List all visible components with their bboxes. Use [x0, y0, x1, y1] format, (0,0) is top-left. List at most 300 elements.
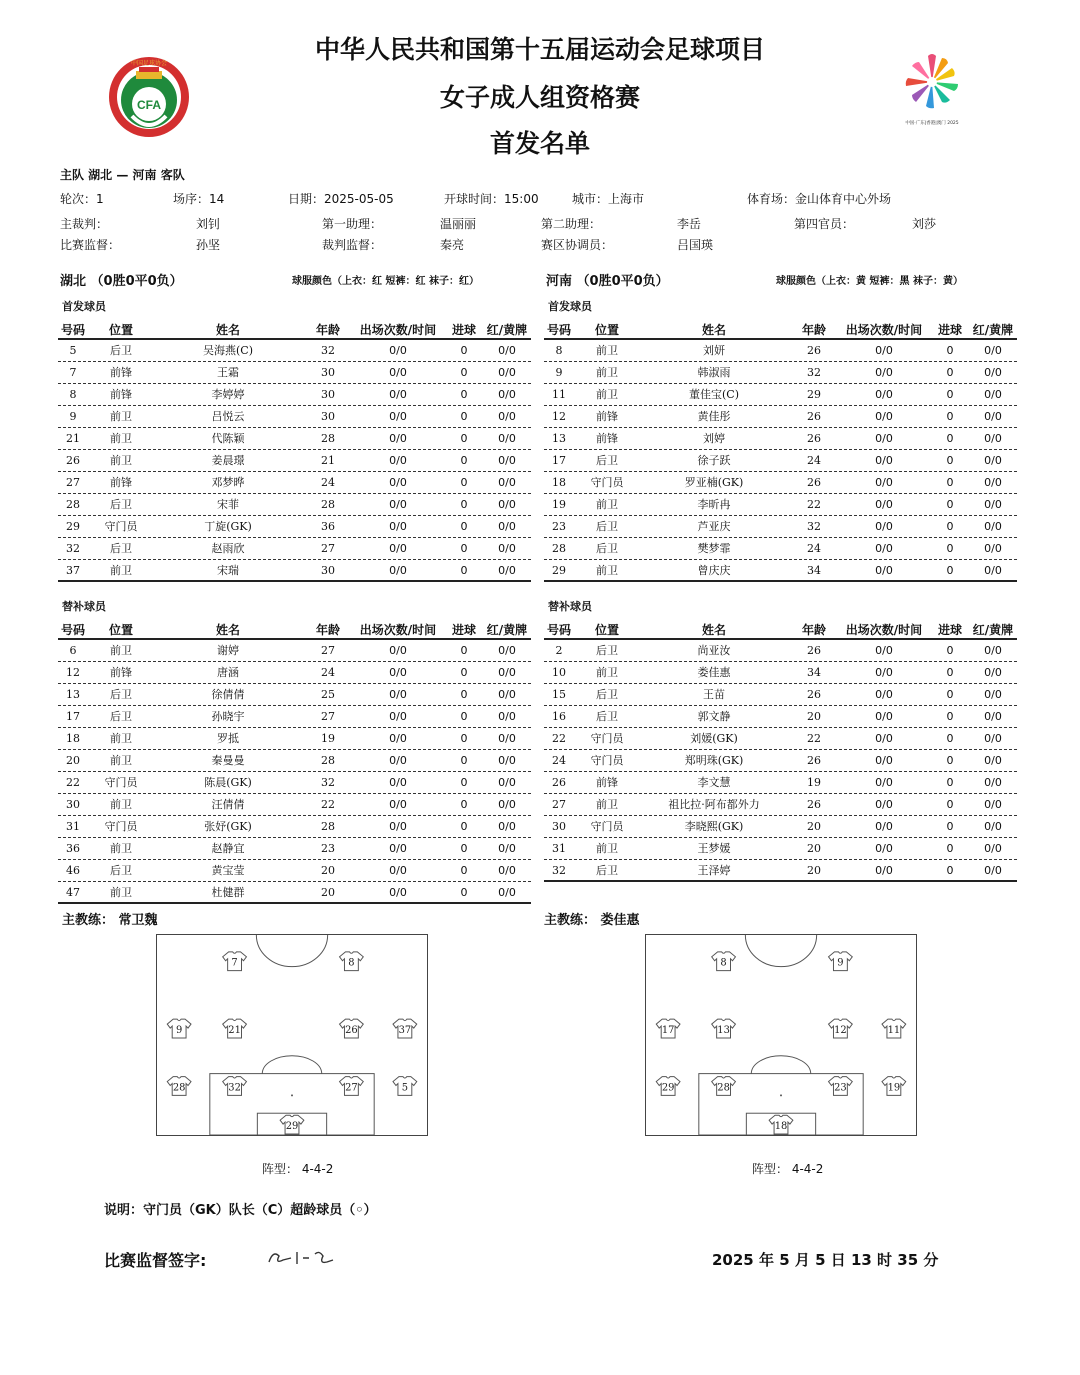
cell-appearances: 0/0	[389, 388, 407, 401]
cell-number: 21	[66, 432, 80, 445]
table-row	[58, 384, 531, 406]
cell-number: 31	[552, 842, 566, 855]
cell-age: 32	[321, 776, 335, 789]
cell-goals: 0	[460, 666, 468, 679]
cell-appearances: 0/0	[389, 864, 407, 877]
table-row	[544, 794, 1017, 816]
ar1-label: 第一助理：	[322, 217, 383, 231]
cell-name: 吴海燕(C)	[203, 344, 253, 357]
cell-number: 27	[66, 476, 80, 489]
away-coach: 主教练： 娄佳惠	[544, 913, 640, 928]
cell-position: 后卫	[110, 864, 132, 877]
referee-label: 主裁判：	[60, 217, 109, 231]
cell-number: 31	[66, 820, 80, 833]
cell-age: 26	[807, 688, 821, 701]
cell-cards: 0/0	[498, 520, 516, 533]
cell-appearances: 0/0	[389, 820, 407, 833]
cell-number: 12	[552, 410, 566, 423]
away-starters-label: 首发球员	[548, 300, 592, 313]
table-header	[58, 621, 531, 640]
cell-appearances: 0/0	[875, 454, 893, 467]
cell-number: 37	[66, 564, 80, 577]
cell-appearances: 0/0	[389, 344, 407, 357]
cell-cards: 0/0	[984, 776, 1002, 789]
cell-cards: 0/0	[498, 864, 516, 877]
cell-name: 王苗	[703, 688, 725, 701]
cell-age: 20	[321, 886, 335, 899]
table-row	[544, 816, 1017, 838]
away-subs-table	[544, 621, 1017, 882]
col-header-number: 号码	[546, 323, 571, 337]
cell-number: 13	[552, 432, 566, 445]
cell-position: 后卫	[596, 644, 618, 657]
player-shirt	[656, 1019, 680, 1038]
shirt-number: 11	[887, 1025, 901, 1037]
away-starters-table	[544, 321, 1017, 582]
cell-number: 30	[552, 820, 566, 833]
cell-name: 刘媛(GK)	[690, 732, 738, 745]
cell-cards: 0/0	[984, 842, 1002, 855]
cell-cards: 0/0	[498, 710, 516, 723]
shirt-number: 21	[228, 1025, 241, 1037]
cell-name: 邓梦晔	[211, 476, 245, 489]
cell-name: 王梦媛	[697, 842, 731, 855]
cell-goals: 0	[460, 754, 468, 767]
cell-age: 26	[807, 344, 821, 357]
cell-cards: 0/0	[984, 476, 1002, 489]
cell-goals: 0	[946, 688, 954, 701]
cell-cards: 0/0	[498, 666, 516, 679]
col-header-goals: 进球	[937, 323, 962, 337]
cell-age: 30	[321, 366, 335, 379]
table-row	[58, 472, 531, 494]
player-shirt	[340, 1077, 364, 1096]
cell-name: 韩淑雨	[697, 366, 731, 379]
cell-appearances: 0/0	[389, 644, 407, 657]
cell-age: 22	[807, 498, 821, 511]
cell-age: 21	[321, 454, 335, 467]
cell-number: 47	[66, 886, 80, 899]
cell-appearances: 0/0	[875, 666, 893, 679]
cell-goals: 0	[460, 366, 468, 379]
cell-name: 赵静宜	[211, 842, 245, 855]
ar1: 温丽丽	[440, 217, 477, 231]
table-row	[58, 750, 531, 772]
venue: 体育场：金山体育中心外场	[747, 192, 892, 206]
table-header	[544, 321, 1017, 340]
cell-age: 26	[807, 754, 821, 767]
cell-age: 29	[807, 388, 821, 401]
cell-cards: 0/0	[984, 798, 1002, 811]
cell-cards: 0/0	[984, 688, 1002, 701]
cell-cards: 0/0	[498, 776, 516, 789]
cell-position: 后卫	[596, 710, 618, 723]
table-row	[544, 450, 1017, 472]
cell-number: 26	[66, 454, 80, 467]
cell-name: 唐涵	[217, 666, 239, 679]
shirt-number: 29	[661, 1082, 675, 1094]
cell-appearances: 0/0	[389, 886, 407, 899]
referee-assessor: 秦亮	[440, 238, 465, 252]
away-formation-pitch	[645, 934, 917, 1136]
cell-age: 22	[807, 732, 821, 745]
cell-age: 36	[321, 520, 335, 533]
cell-age: 19	[321, 732, 335, 745]
supervisor-signature-label: 比赛监督签字:	[104, 1251, 207, 1270]
col-header-position: 位置	[594, 623, 619, 637]
cell-name: 罗亚楠(GK)	[684, 476, 744, 489]
col-header-appearances: 出场次数/时间	[359, 623, 437, 637]
cell-name: 杜健群	[211, 886, 245, 899]
table-row	[58, 362, 531, 384]
cell-goals: 0	[946, 864, 954, 877]
cell-goals: 0	[946, 644, 954, 657]
cell-name: 黄宝莹	[211, 864, 245, 877]
cell-age: 32	[321, 344, 335, 357]
table-row	[58, 494, 531, 516]
table-row	[544, 860, 1017, 882]
cell-appearances: 0/0	[875, 564, 893, 577]
cell-name: 王泽婷	[697, 864, 731, 877]
player-shirt	[280, 1115, 304, 1134]
col-header-cards: 红/黄牌	[486, 323, 528, 337]
cell-appearances: 0/0	[389, 454, 407, 467]
cell-position: 前卫	[596, 842, 618, 855]
title-category: 女子成人组资格赛	[439, 83, 640, 112]
table-row	[58, 816, 531, 838]
cell-cards: 0/0	[498, 388, 516, 401]
table-row	[544, 516, 1017, 538]
cell-goals: 0	[460, 886, 468, 899]
cell-number: 32	[552, 864, 566, 877]
cell-name: 宋瑞	[217, 564, 239, 577]
cell-cards: 0/0	[498, 886, 516, 899]
cell-number: 5	[69, 344, 77, 357]
table-row	[58, 640, 531, 662]
player-shirt	[393, 1019, 417, 1038]
table-row	[544, 772, 1017, 794]
col-header-name: 姓名	[701, 623, 726, 637]
supervisor: 孙坚	[196, 238, 221, 252]
cell-number: 10	[552, 666, 566, 679]
cell-name: 代陈颖	[211, 432, 245, 445]
cell-appearances: 0/0	[875, 842, 893, 855]
player-shirt	[712, 952, 736, 971]
col-header-name: 姓名	[215, 623, 240, 637]
referee: 刘钊	[196, 217, 221, 231]
cell-name: 汪倩倩	[211, 798, 245, 811]
cell-goals: 0	[460, 564, 468, 577]
cell-appearances: 0/0	[389, 710, 407, 723]
cell-position: 后卫	[110, 542, 132, 555]
cell-age: 23	[321, 842, 335, 855]
col-header-position: 位置	[108, 323, 133, 337]
player-shirt	[167, 1077, 191, 1096]
shirt-number: 12	[834, 1025, 847, 1037]
cell-goals: 0	[946, 754, 954, 767]
cell-cards: 0/0	[498, 644, 516, 657]
cell-cards: 0/0	[498, 410, 516, 423]
shirt-number: 17	[661, 1025, 675, 1037]
home-coach: 主教练： 常卫魏	[62, 913, 158, 928]
shirt-number: 32	[228, 1082, 241, 1094]
table-row	[544, 684, 1017, 706]
col-header-cards: 红/黄牌	[486, 623, 528, 637]
cell-number: 32	[66, 542, 80, 555]
cell-number: 12	[66, 666, 80, 679]
cell-cards: 0/0	[984, 666, 1002, 679]
table-row	[544, 560, 1017, 582]
home-team-title: 湖北 （0胜0平0负）	[60, 274, 183, 289]
cell-position: 前卫	[110, 732, 132, 745]
cell-goals: 0	[460, 864, 468, 877]
cell-position: 前卫	[110, 886, 132, 899]
teams-line: 主队 湖北 — 河南 客队	[60, 168, 185, 182]
cell-name: 张妤(GK)	[204, 820, 252, 833]
col-header-position: 位置	[108, 623, 133, 637]
cell-age: 19	[807, 776, 821, 789]
cell-cards: 0/0	[498, 798, 516, 811]
cfa-logo-text: 中国足球协会	[130, 60, 168, 67]
table-row	[58, 428, 531, 450]
cell-appearances: 0/0	[389, 754, 407, 767]
col-header-appearances: 出场次数/时间	[845, 623, 923, 637]
cell-appearances: 0/0	[875, 388, 893, 401]
cell-appearances: 0/0	[875, 710, 893, 723]
cell-position: 前卫	[596, 344, 618, 357]
table-row	[544, 340, 1017, 362]
shirt-number: 8	[720, 957, 727, 969]
cell-goals: 0	[946, 476, 954, 489]
away-kit-colors: 球服颜色（上衣：黄 短裤：黑 袜子：黄）	[776, 276, 963, 287]
cell-cards: 0/0	[984, 864, 1002, 877]
cell-age: 20	[807, 842, 821, 855]
cell-age: 26	[807, 644, 821, 657]
cell-appearances: 0/0	[875, 542, 893, 555]
cell-name: 姜晨璟	[211, 454, 245, 467]
round: 轮次：1	[60, 192, 104, 206]
player-shirt	[340, 1019, 364, 1038]
cell-age: 20	[321, 864, 335, 877]
table-row	[58, 882, 531, 904]
cell-number: 13	[66, 688, 80, 701]
cell-age: 28	[321, 432, 335, 445]
player-shirt	[882, 1077, 906, 1096]
cell-name: 刘妍	[703, 344, 725, 357]
cell-cards: 0/0	[984, 820, 1002, 833]
table-row	[58, 860, 531, 882]
cell-cards: 0/0	[984, 366, 1002, 379]
table-row	[58, 728, 531, 750]
player-shirt	[656, 1077, 680, 1096]
cell-cards: 0/0	[498, 454, 516, 467]
cell-number: 20	[66, 754, 80, 767]
cell-name: 徐倩倩	[211, 688, 245, 701]
cell-number: 26	[552, 776, 566, 789]
kickoff-time: 开球时间：15:00	[444, 192, 539, 206]
cell-appearances: 0/0	[875, 344, 893, 357]
cell-appearances: 0/0	[875, 864, 893, 877]
table-row	[58, 662, 531, 684]
cell-position: 前锋	[110, 366, 132, 379]
player-shirt	[829, 1077, 853, 1096]
cell-appearances: 0/0	[389, 520, 407, 533]
cell-position: 前卫	[596, 798, 618, 811]
cell-appearances: 0/0	[875, 476, 893, 489]
shirt-number: 9	[175, 1025, 183, 1037]
table-row	[58, 772, 531, 794]
cell-number: 15	[552, 688, 566, 701]
handwritten-signature	[263, 1244, 343, 1270]
home-starters-table	[58, 321, 531, 582]
cell-age: 22	[321, 798, 335, 811]
cell-name: 李昕冉	[697, 498, 731, 511]
cell-goals: 0	[460, 710, 468, 723]
cell-position: 前锋	[596, 410, 618, 423]
table-row	[544, 838, 1017, 860]
cell-appearances: 0/0	[389, 432, 407, 445]
referee-assessor-label: 裁判监督：	[322, 238, 383, 252]
col-header-goals: 进球	[451, 623, 476, 637]
cell-age: 30	[321, 410, 335, 423]
shirt-number: 9	[837, 957, 844, 969]
cell-cards: 0/0	[498, 732, 516, 745]
cell-age: 27	[321, 710, 335, 723]
cell-position: 守门员	[590, 732, 624, 745]
cell-age: 25	[321, 688, 335, 701]
cell-name: 李婷婷	[211, 388, 245, 401]
cell-name: 郑明珠(GK)	[684, 754, 744, 767]
cell-cards: 0/0	[498, 432, 516, 445]
player-shirt	[167, 1019, 191, 1038]
cell-name: 曾庆庆	[697, 564, 731, 577]
col-header-appearances: 出场次数/时间	[359, 323, 437, 337]
coordinator: 吕国瑛	[677, 238, 714, 252]
cell-age: 30	[321, 564, 335, 577]
cell-name: 陈晨(GK)	[204, 776, 252, 789]
cell-goals: 0	[460, 432, 468, 445]
table-row	[58, 706, 531, 728]
cell-age: 27	[321, 644, 335, 657]
col-header-goals: 进球	[937, 623, 962, 637]
cell-goals: 0	[460, 498, 468, 511]
cell-position: 后卫	[596, 864, 618, 877]
cell-position: 守门员	[104, 776, 138, 789]
table-row	[544, 384, 1017, 406]
col-header-number: 号码	[60, 323, 85, 337]
cell-cards: 0/0	[498, 498, 516, 511]
col-header-number: 号码	[546, 623, 571, 637]
shirt-number: 26	[345, 1025, 358, 1037]
cell-goals: 0	[460, 776, 468, 789]
shirt-number: 28	[172, 1082, 186, 1094]
cell-appearances: 0/0	[875, 732, 893, 745]
cell-name: 黄佳彤	[697, 410, 731, 423]
cell-goals: 0	[946, 454, 954, 467]
table-row	[58, 538, 531, 560]
cell-number: 30	[66, 798, 80, 811]
cell-name: 赵雨欣	[211, 542, 245, 555]
cell-number: 46	[66, 864, 80, 877]
cell-number: 36	[66, 842, 80, 855]
cell-age: 28	[321, 820, 335, 833]
cell-number: 18	[66, 732, 80, 745]
cell-name: 秦曼曼	[211, 754, 245, 767]
cell-age: 24	[807, 542, 821, 555]
ar2: 李岳	[677, 217, 702, 231]
cell-cards: 0/0	[984, 732, 1002, 745]
cell-goals: 0	[460, 476, 468, 489]
table-row	[544, 428, 1017, 450]
cell-name: 李晓熙(GK)	[684, 820, 744, 833]
cell-name: 刘婷	[703, 432, 725, 445]
cell-goals: 0	[946, 542, 954, 555]
home-starters-label: 首发球员	[62, 300, 106, 313]
col-header-cards: 红/黄牌	[972, 323, 1014, 337]
cell-cards: 0/0	[498, 820, 516, 833]
cell-appearances: 0/0	[875, 644, 893, 657]
cell-goals: 0	[946, 820, 954, 833]
shirt-number: 13	[717, 1025, 730, 1037]
cell-position: 前卫	[110, 454, 132, 467]
cell-position: 后卫	[110, 498, 132, 511]
cell-position: 后卫	[110, 688, 132, 701]
match-date: 日期：2025-05-05	[288, 192, 394, 206]
player-shirt	[882, 1019, 906, 1038]
cell-name: 祖比拉·阿布都外力	[668, 798, 760, 811]
cell-position: 后卫	[596, 454, 618, 467]
cell-cards: 0/0	[984, 542, 1002, 555]
cell-position: 前卫	[596, 498, 618, 511]
shirt-number: 37	[398, 1025, 412, 1037]
cell-number: 17	[552, 454, 566, 467]
cell-position: 后卫	[596, 542, 618, 555]
player-shirt	[712, 1019, 736, 1038]
cell-name: 董佳宝(C)	[689, 388, 739, 401]
national-games-logo-text: 中国·广东|香港|澳门 2025	[905, 121, 959, 126]
cell-position: 前锋	[596, 432, 618, 445]
cell-number: 23	[552, 520, 566, 533]
cell-age: 34	[807, 666, 821, 679]
table-row	[544, 494, 1017, 516]
shirt-number: 23	[834, 1082, 847, 1094]
cell-goals: 0	[460, 542, 468, 555]
match-order: 场序：14	[173, 192, 225, 206]
shirt-number: 7	[231, 957, 238, 969]
table-row	[544, 728, 1017, 750]
col-header-appearances: 出场次数/时间	[845, 323, 923, 337]
cell-position: 前卫	[110, 754, 132, 767]
cell-position: 后卫	[110, 710, 132, 723]
cell-age: 24	[807, 454, 821, 467]
cell-name: 芦亚庆	[697, 520, 731, 533]
shirt-number: 5	[401, 1082, 409, 1094]
cell-appearances: 0/0	[389, 366, 407, 379]
cell-name: 郭文静	[697, 710, 731, 723]
cell-age: 26	[807, 798, 821, 811]
table-row	[544, 362, 1017, 384]
fourth-official-label: 第四官员：	[794, 217, 855, 231]
cell-age: 20	[807, 710, 821, 723]
cell-age: 28	[321, 498, 335, 511]
cell-number: 7	[69, 366, 77, 379]
cell-cards: 0/0	[984, 710, 1002, 723]
cell-number: 6	[69, 644, 77, 657]
cell-goals: 0	[946, 564, 954, 577]
cell-name: 李文慧	[697, 776, 731, 789]
cell-position: 前卫	[110, 410, 132, 423]
col-header-number: 号码	[60, 623, 85, 637]
